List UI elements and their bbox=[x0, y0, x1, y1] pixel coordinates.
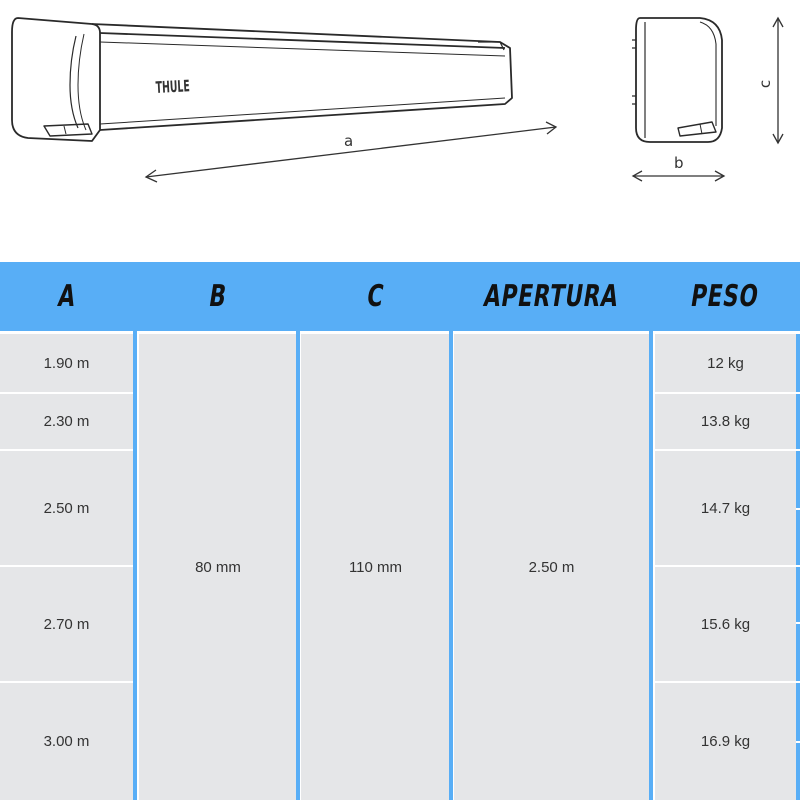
column-divider bbox=[449, 331, 453, 800]
edge-divider bbox=[796, 743, 800, 800]
awning-drawing bbox=[0, 0, 800, 262]
table-row bbox=[655, 394, 796, 449]
dimension-c-label: c bbox=[756, 79, 774, 89]
b-value: 80 mm bbox=[195, 558, 241, 576]
c-merged-cell bbox=[301, 334, 450, 800]
dimension-c-arrow bbox=[773, 18, 783, 143]
apertura-merged-cell bbox=[454, 334, 649, 800]
brand-logo: THULE bbox=[155, 74, 215, 97]
edge-divider bbox=[796, 567, 800, 622]
edge-divider bbox=[796, 510, 800, 565]
table-row bbox=[655, 567, 796, 681]
awning-long-view bbox=[12, 18, 512, 141]
c-value: 110 mm bbox=[348, 558, 403, 576]
column-divider bbox=[296, 331, 300, 800]
table-row bbox=[655, 334, 796, 392]
header-cell-apertura bbox=[454, 262, 649, 331]
table-row bbox=[0, 394, 133, 449]
length-value: 2.30 m bbox=[43, 413, 90, 430]
table-row bbox=[0, 683, 133, 800]
weight-value: 12 kg bbox=[707, 354, 744, 372]
header-c: C bbox=[364, 279, 387, 314]
length-value: 3.00 m bbox=[43, 733, 90, 750]
table-row bbox=[0, 567, 133, 681]
edge-divider bbox=[796, 451, 800, 508]
header-cell-a bbox=[0, 262, 135, 331]
header-cell-peso bbox=[653, 262, 796, 331]
edge-divider bbox=[796, 683, 800, 741]
edge-divider bbox=[796, 624, 800, 681]
weight-value: 13.8 kg bbox=[700, 413, 751, 430]
weight-value: 16.9 kg bbox=[700, 733, 751, 750]
table-row bbox=[655, 683, 796, 800]
header-b: B bbox=[206, 279, 230, 314]
awning-illustration bbox=[0, 0, 800, 262]
header-peso: PESO bbox=[688, 279, 761, 314]
table-row bbox=[0, 334, 133, 392]
edge-divider bbox=[796, 394, 800, 449]
weight-value: 14.7 kg bbox=[700, 499, 751, 517]
length-value: 2.70 m bbox=[43, 615, 90, 633]
table-row bbox=[0, 451, 133, 565]
weight-value: 15.6 kg bbox=[700, 615, 751, 633]
table-header-row bbox=[0, 262, 800, 331]
column-divider bbox=[133, 331, 137, 800]
length-value: 1.90 m bbox=[43, 354, 90, 372]
length-value: 2.50 m bbox=[43, 499, 90, 517]
b-merged-cell bbox=[139, 334, 297, 800]
apertura-value: 2.50 m bbox=[528, 558, 575, 576]
table-row bbox=[655, 451, 796, 565]
specs-table bbox=[0, 262, 800, 800]
awning-end-view bbox=[632, 18, 722, 142]
column-divider bbox=[649, 331, 653, 800]
header-cell-b bbox=[139, 262, 297, 331]
edge-divider bbox=[796, 334, 800, 392]
dimension-a-label: a bbox=[344, 132, 354, 150]
dimension-b-arrow bbox=[633, 171, 724, 181]
header-a: A bbox=[56, 279, 79, 314]
dimension-b-label: b bbox=[674, 154, 684, 172]
dimension-a-arrow bbox=[146, 122, 556, 182]
header-apertura: APERTURA bbox=[481, 279, 622, 314]
header-cell-c bbox=[301, 262, 450, 331]
